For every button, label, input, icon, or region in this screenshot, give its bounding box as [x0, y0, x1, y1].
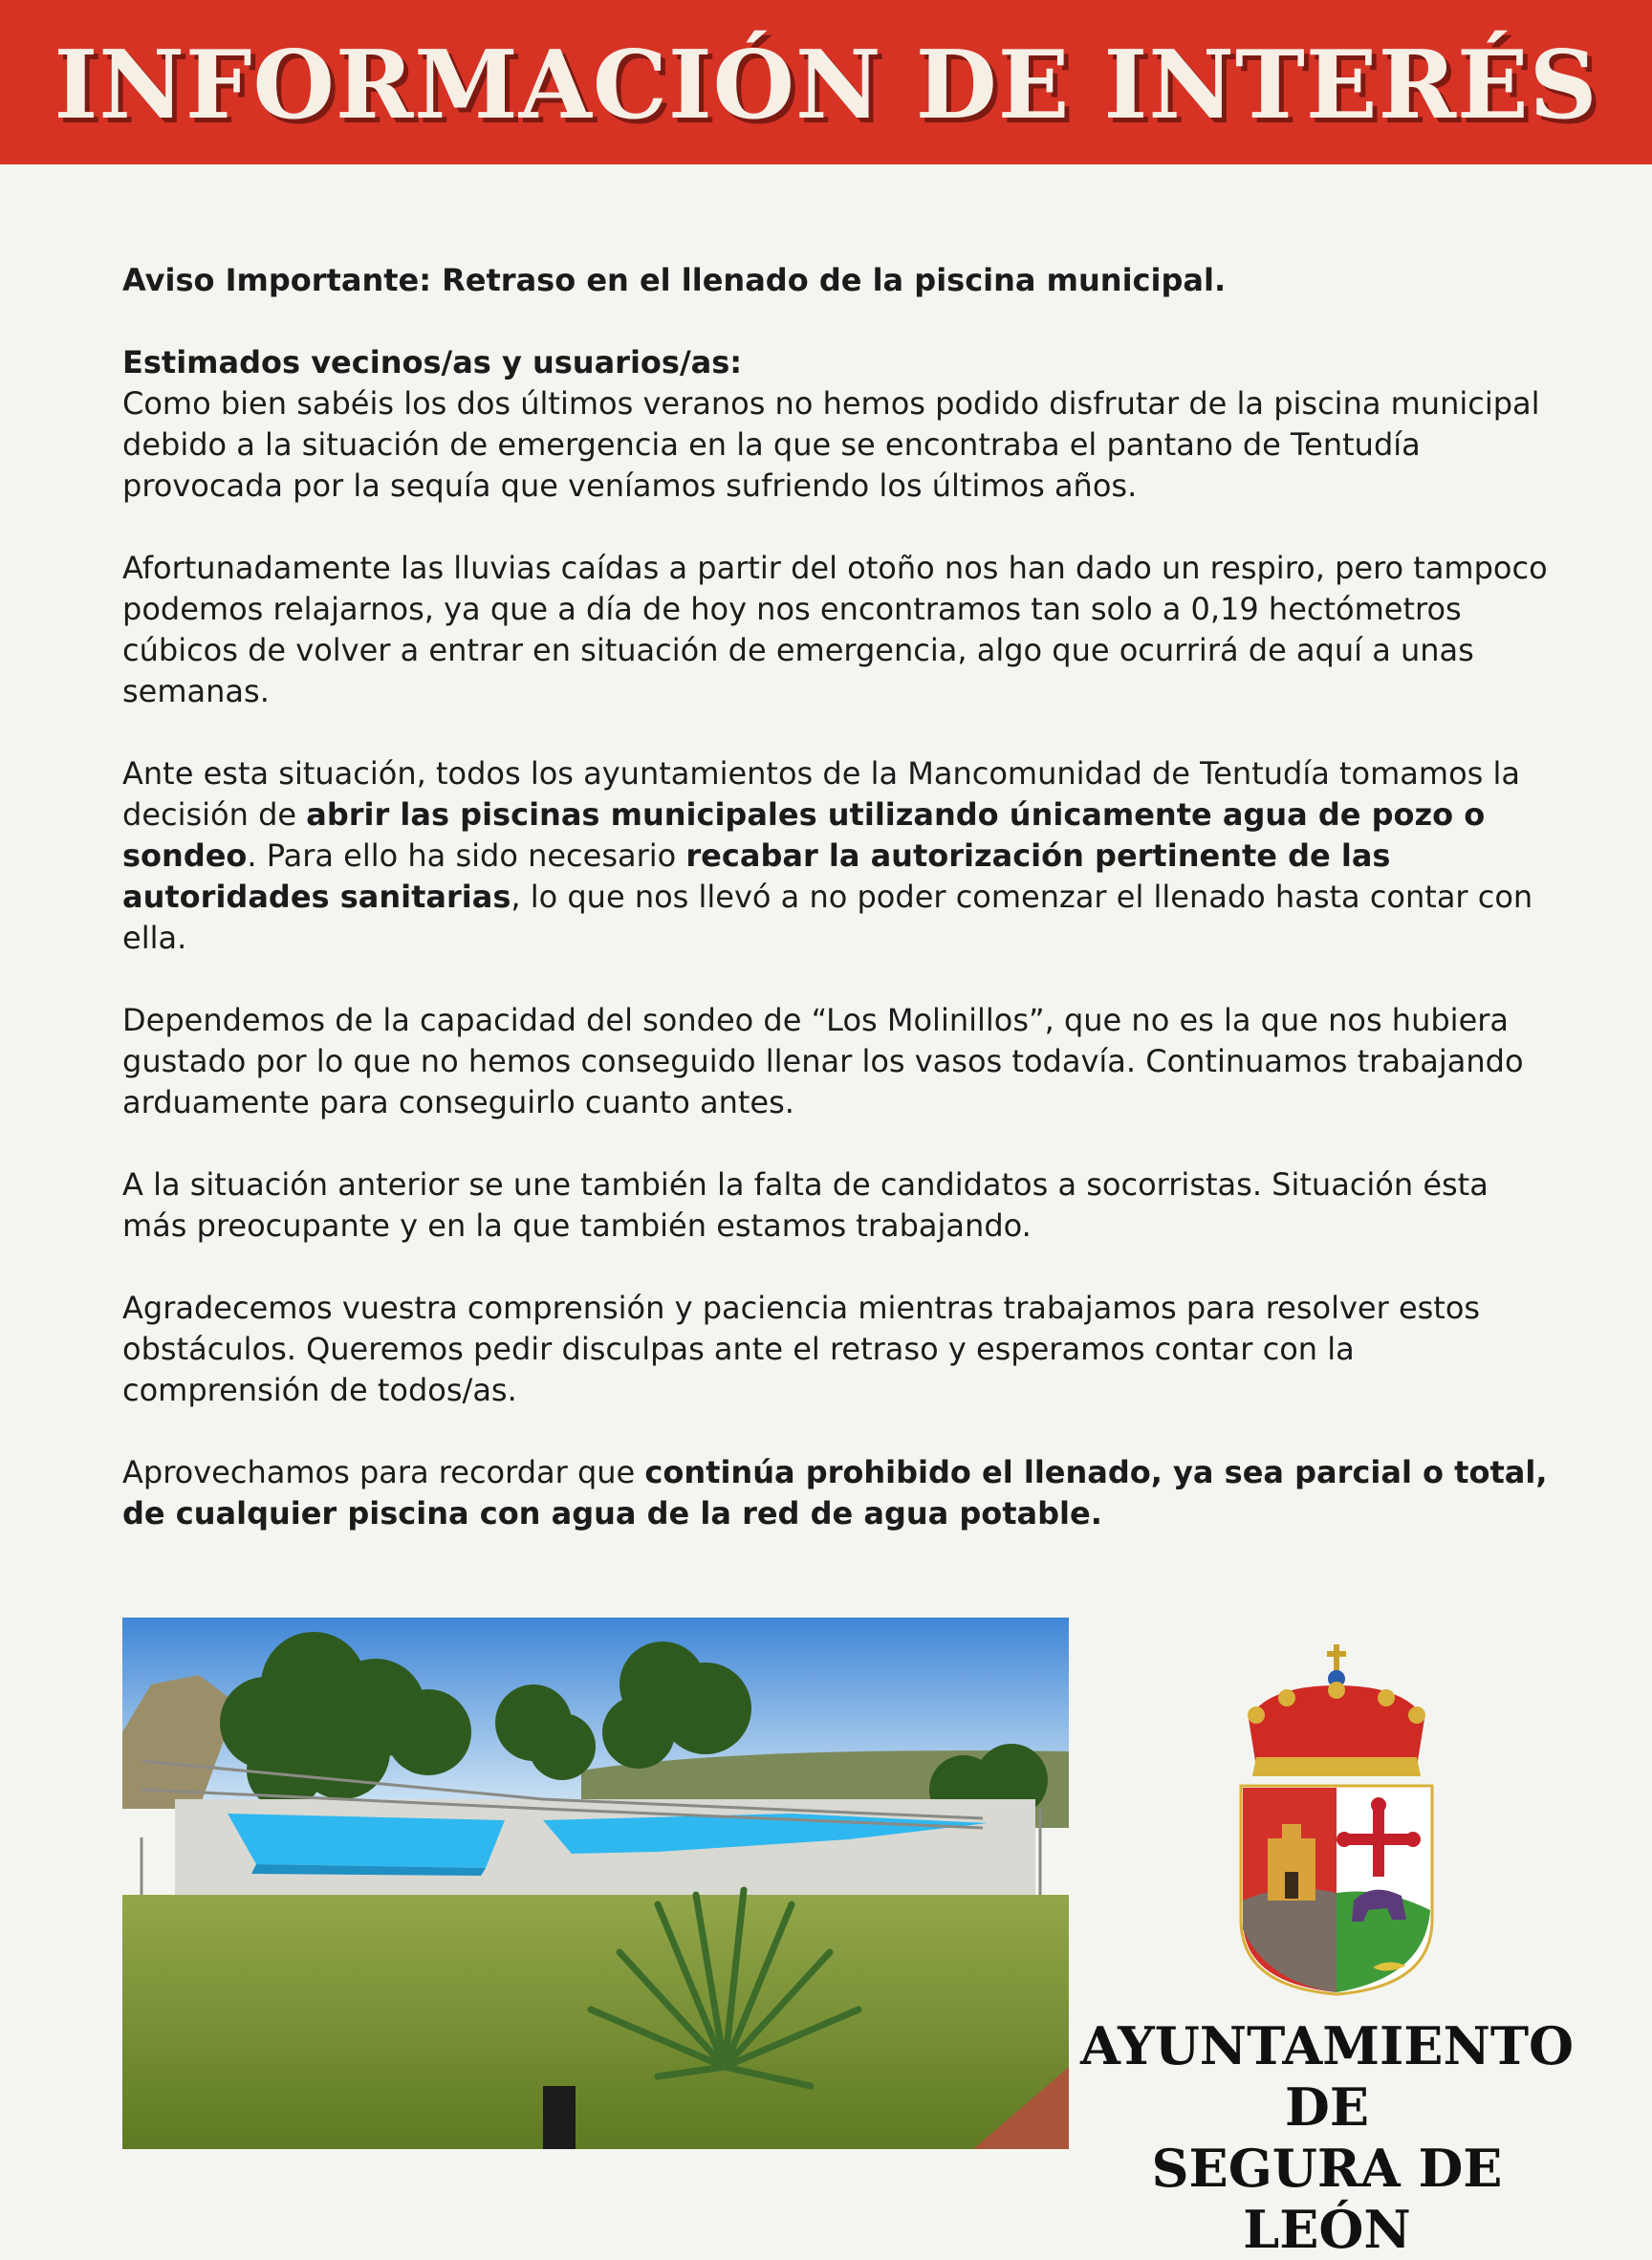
greeting: Estimados vecinos/as y usuarios/as: — [122, 344, 743, 380]
page-title: INFORMACIÓN DE INTERÉS — [54, 30, 1598, 141]
paragraph-6-text: Agradecemos vuestra comprensión y paciencia mientras trabajamos para resolver estos obstáculos. Queremos pedir disculpas ante el retraso y esperamos contar con la comprensión de todos/as. — [122, 1290, 1481, 1408]
notice-paragraph-5 — [122, 1164, 1556, 1247]
paragraph-1-text: Como bien sabéis los dos últimos veranos no hemos podido disfrutar de la piscina municipal debido a la situación de emergencia en la que se encontraba el pantano de Tentudía provocada por la sequía que veníamos sufriendo los últimos años. — [122, 385, 1540, 504]
paragraph-3-bold-a: abrir las piscinas municipales utilizando únicamente agua de pozo o sondeo — [122, 796, 1486, 874]
organization-name — [1059, 2015, 1595, 2260]
header-banner — [0, 0, 1652, 164]
notice-paragraph-7 — [122, 1452, 1556, 1534]
paragraph-7-bold: continúa prohibido el llenado, ya sea parcial o total, de cualquier piscina con agua de la red de agua potable. — [122, 1454, 1548, 1532]
notice-paragraph-2 — [122, 548, 1556, 712]
notice-paragraph-4 — [122, 1000, 1556, 1123]
pool-photo — [122, 1618, 1069, 2149]
notice-paragraph-3 — [122, 753, 1556, 959]
paragraph-2-text: Afortunadamente las lluvias caídas a partir del otoño nos han dado un respiro, pero tampoco podemos relajarnos, ya que a día de hoy nos encontramos tan solo a 0,19 hectómetros cúbicos de volver a entrar en situación de emergencia, algo que ocurrirá de aquí a unas semanas. — [122, 550, 1548, 709]
notice-heading — [122, 260, 1556, 301]
paragraph-7-text: Aprovechamos para recordar que — [122, 1454, 645, 1490]
notice-heading-text: Aviso Importante: Retraso en el llenado de la piscina municipal. — [122, 262, 1227, 298]
organization-name-line-2: SEGURA DE LEÓN — [1151, 2138, 1503, 2260]
paragraph-3-text-a: Ante esta situación, todos los ayuntamientos de la Mancomunidad de Tentudía tomamos la decisión de — [122, 755, 1520, 833]
paragraph-5-text: A la situación anterior se une también la falta de candidatos a socorristas. Situación ésta más preocupante y en la que también estamos trabajando. — [122, 1166, 1489, 1244]
organization-name-line-1: AYUNTAMIENTO DE — [1079, 2015, 1575, 2138]
paragraph-3-text-c: , lo que nos llevó a no poder comenzar el llenado hasta contar con ella. — [122, 879, 1533, 956]
paragraph-4-text: Dependemos de la capacidad del sondeo de “Los Molinillos”, que no es la que nos hubiera gustado por lo que no hemos conseguido llenar los vasos todavía. Continuamos trabajando arduamente para conseguirlo cuanto antes. — [122, 1002, 1524, 1120]
notice-paragraph-1 — [122, 342, 1556, 507]
notice-paragraph-6 — [122, 1288, 1556, 1411]
notice-body — [122, 260, 1556, 1575]
coat-of-arms-icon — [1229, 1642, 1444, 1996]
paragraph-3-text-b: . Para ello ha sido necesario — [247, 837, 686, 874]
paragraph-3-bold-b: recabar la autorización pertinente de las autoridades sanitarias — [122, 837, 1391, 915]
